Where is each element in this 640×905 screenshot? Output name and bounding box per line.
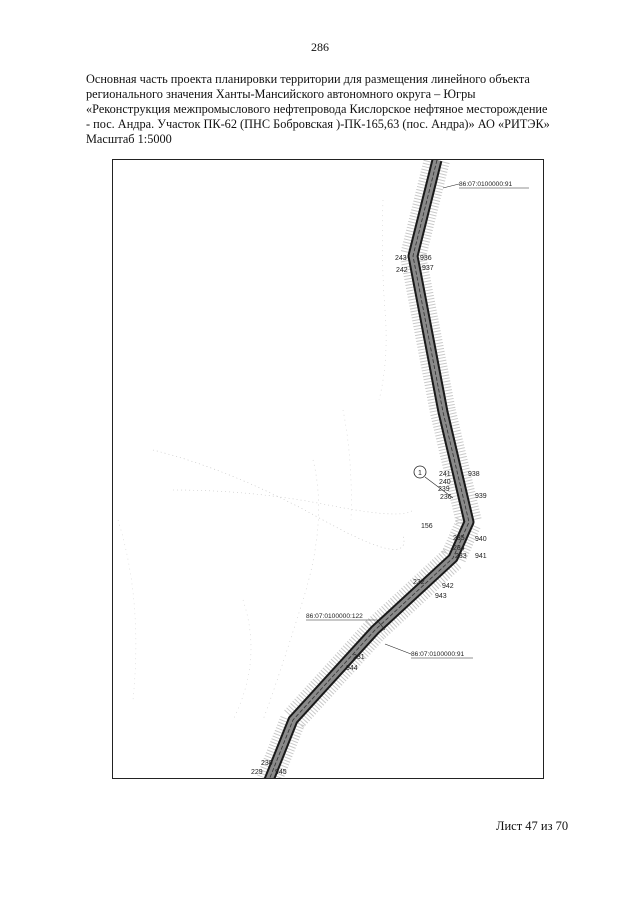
heading-line-2: регионального значения Ханты-Мансийского автономного округа – Югры (86, 87, 476, 101)
corridor-buffer (269, 160, 469, 779)
point-944: 944 (346, 665, 358, 672)
point-241: 241 (439, 471, 451, 478)
point-231: 231 (353, 654, 365, 661)
point-939: 939 (475, 493, 487, 500)
heading-line-1: Основная часть проекта планировки территории для размещения линейного объекта (86, 72, 530, 86)
point-942: 942 (442, 583, 454, 590)
point-945: 945 (275, 769, 287, 776)
pipeline-corridor-outline (269, 160, 469, 779)
scale-line: Масштаб 1:5000 (86, 132, 172, 146)
point-233: 233 (455, 553, 467, 560)
sheet-footer: Лист 47 из 70 (496, 819, 569, 833)
point-239: 239 (438, 486, 450, 493)
point-234: 234 (453, 545, 465, 552)
heading-line-4: - пос. Андра. Участок ПК-62 (ПНС Бобровская )-ПК-165,63 (пос. Андра)» АО «РИТЭК» (86, 117, 550, 131)
point-938: 938 (468, 471, 480, 478)
pipeline-corridor-fill (269, 160, 469, 779)
point-937: 937 (422, 265, 434, 272)
point-229: 229 (251, 769, 263, 776)
point-156: 156 (421, 523, 433, 530)
point-230: 230 (261, 760, 273, 767)
svg-text:86:07:0100000:91: 86:07:0100000:91 (411, 651, 465, 658)
pipeline-axis (269, 160, 469, 779)
point-243: 243 (395, 255, 407, 262)
point-242: 242 (396, 267, 408, 274)
point-235: 235 (453, 535, 465, 542)
point-232: 232 (413, 579, 425, 586)
point-943: 943 (435, 593, 447, 600)
svg-text:86:07:0100000:122: 86:07:0100000:122 (306, 613, 363, 620)
point-240: 240 (439, 479, 451, 486)
point-236: 236 (440, 494, 452, 501)
cadastral-label-top (443, 181, 529, 188)
point-936: 936 (420, 255, 432, 262)
planning-map (113, 160, 544, 779)
cadastral-label-bottom (385, 644, 473, 658)
point-labels (251, 255, 487, 776)
heading-line-3: «Реконструкция межпромыслового нефтепровода Кислорское нефтяное месторождение (86, 102, 548, 116)
map-frame (112, 159, 544, 779)
page-number: 286 (311, 40, 329, 54)
point-941: 941 (475, 553, 487, 560)
point-940: 940 (475, 536, 487, 543)
svg-text:86:07:0100000:91: 86:07:0100000:91 (459, 181, 513, 188)
svg-text:1: 1 (418, 470, 422, 477)
document-heading (86, 72, 576, 147)
